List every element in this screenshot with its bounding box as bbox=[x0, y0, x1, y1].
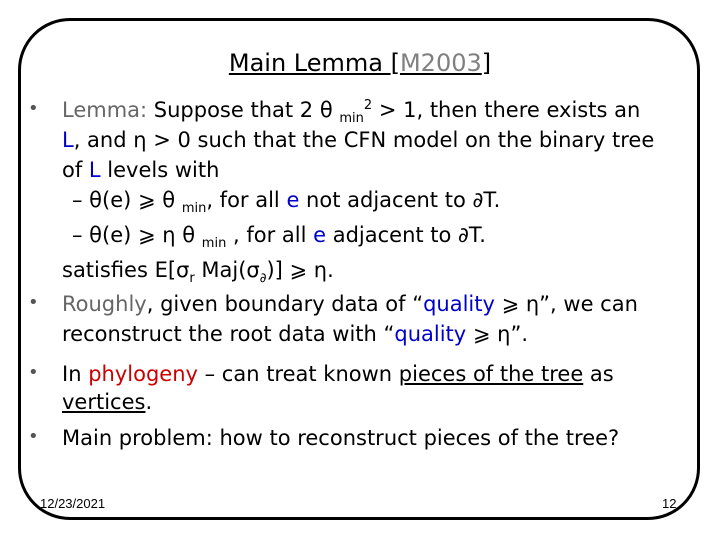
footer-page-number: 12 bbox=[662, 496, 677, 511]
variable-L: L bbox=[62, 128, 74, 152]
bullet-2-line-1 bbox=[62, 290, 638, 318]
bullet-4-marker: • bbox=[28, 426, 39, 447]
superscript: 2 bbox=[363, 98, 373, 113]
bullet-1-line-2 bbox=[62, 126, 654, 154]
quality-term: quality bbox=[394, 322, 467, 346]
bullet-3-marker: • bbox=[28, 362, 39, 383]
footer-date: 12/23/2021 bbox=[40, 496, 106, 511]
title-text bbox=[229, 49, 491, 77]
text-run: levels with bbox=[100, 158, 220, 182]
phylogeny-term: phylogeny bbox=[88, 362, 198, 386]
vertices-term: vertices bbox=[62, 390, 146, 414]
roughly-label: Roughly bbox=[62, 292, 147, 316]
text-run: adjacent to ∂T. bbox=[326, 223, 486, 247]
text-run: reconstruct the root data with “ bbox=[62, 322, 395, 346]
text-run: ⩾ η”, we can bbox=[494, 292, 638, 316]
text-run: > 1, then there exists an bbox=[372, 98, 641, 122]
variable-e: e bbox=[286, 188, 300, 212]
bullet-3-line-1 bbox=[62, 360, 614, 388]
text-run: of bbox=[62, 158, 89, 182]
title-bracket-open: [ bbox=[390, 49, 400, 77]
bullet-1-subitem-2 bbox=[72, 221, 486, 252]
pieces-of-tree-term: pieces of the tree bbox=[398, 362, 584, 386]
text-run: as bbox=[583, 362, 614, 386]
text-run: . bbox=[145, 390, 153, 414]
title-bracket-close: ] bbox=[481, 49, 492, 77]
bullet-1-line-1 bbox=[62, 96, 641, 127]
text-run: , for all bbox=[206, 188, 287, 212]
lemma-label: Lemma: bbox=[62, 98, 148, 122]
text-run: Main problem: how to reconstruct pieces of the tree? bbox=[62, 426, 620, 450]
text-run: – θ(e) ⩾ η θ bbox=[72, 223, 202, 247]
variable-L: L bbox=[88, 158, 101, 182]
variable-e: e bbox=[313, 223, 327, 247]
bullet-3-line-2 bbox=[62, 388, 152, 416]
bullet-2-line-2 bbox=[62, 320, 528, 348]
title-citation: M2003 bbox=[399, 49, 482, 77]
text-run: – can treat known bbox=[197, 362, 399, 386]
subscript: min bbox=[181, 201, 207, 217]
text-run: satisfies E[σ bbox=[62, 258, 190, 282]
text-run: ⩾ η”. bbox=[466, 322, 529, 346]
bullet-2-marker: • bbox=[28, 292, 39, 313]
text-run: , and η > 0 such that the CFN model on the binary tree bbox=[73, 128, 655, 152]
slide-title bbox=[0, 48, 720, 78]
text-run: Suppose that 2 θ bbox=[147, 98, 340, 122]
title-prefix: Main Lemma bbox=[228, 49, 391, 77]
bullet-4-line-1 bbox=[62, 424, 619, 452]
bullet-1-line-3 bbox=[62, 156, 219, 184]
quality-term: quality bbox=[423, 292, 495, 316]
text-run: In bbox=[62, 362, 89, 386]
subscript: min bbox=[339, 111, 364, 127]
text-run: )] ⩾ η. bbox=[266, 258, 334, 282]
text-run: – θ(e) ⩾ θ bbox=[72, 188, 182, 212]
subscript: ∂ bbox=[259, 271, 267, 287]
bullet-1-line-6 bbox=[62, 256, 334, 287]
text-run: Maj(σ bbox=[194, 258, 260, 282]
text-run: not adjacent to ∂T. bbox=[299, 188, 501, 212]
subscript: min bbox=[201, 236, 227, 252]
subscript: r bbox=[189, 271, 195, 287]
text-run: , given boundary data of “ bbox=[146, 292, 424, 316]
text-run: , for all bbox=[226, 223, 314, 247]
bullet-1-subitem-1 bbox=[72, 186, 501, 217]
bullet-1-marker: • bbox=[28, 98, 39, 119]
